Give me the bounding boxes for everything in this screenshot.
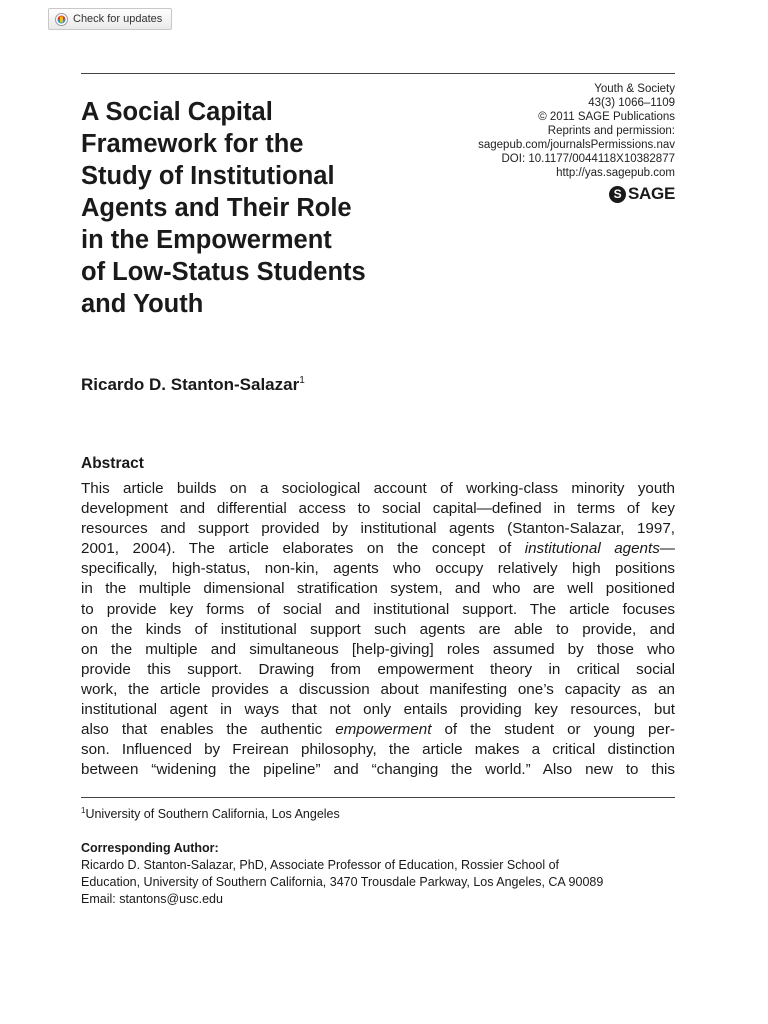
abstract-text: 2001, 2004). The article elaborates on the concept of [81, 540, 512, 558]
abstract-italic-term: empowerment [335, 721, 432, 739]
author-affiliation-mark: 1 [299, 375, 305, 386]
abstract-line [81, 539, 675, 559]
corresponding-author-email[interactable]: Email: stantons@usc.edu [81, 892, 223, 906]
doi[interactable]: DOI: 10.1177/0044118X10382877 [501, 153, 675, 165]
abstract-text: also that enables the authentic [81, 721, 323, 739]
abstract-line [81, 720, 675, 740]
abstract-line: on the multiple and simultaneous [help-giving] roles assumed by those who [81, 640, 675, 658]
author-name-text: Ricardo D. Stanton-Salazar [81, 375, 300, 394]
abstract-line: to provide key forms of social and institutional support. The article focuses [81, 600, 675, 618]
journal-name: Youth & Society [594, 83, 675, 95]
abstract-line: This article builds on a sociological account of working-class minority youth [81, 480, 675, 497]
abstract-line: between “widening the pipeline” and “changing the world.” Also new to this [81, 761, 675, 779]
copyright: © 2011 SAGE Publications [538, 111, 675, 123]
title-line: and Youth [81, 290, 204, 318]
title-line: in the Empowerment [81, 226, 332, 254]
abstract-line: on the kinds of institutional support such agents are able to provide, and [81, 620, 675, 638]
abstract-line: provide this support. Drawing from empowerment theory in critical social [81, 660, 675, 678]
check-for-updates-label: Check for updates [73, 13, 163, 25]
reprints-label: Reprints and permission: [547, 125, 675, 137]
header-divider [81, 73, 675, 74]
title-line: A Social Capital [81, 98, 273, 126]
footnote-affiliation [81, 806, 340, 821]
footnote-mark: 1 [81, 806, 86, 815]
crossmark-update-icon [55, 13, 68, 26]
corresponding-author-line: Ricardo D. Stanton-Salazar, PhD, Associate Professor of Education, Rossier School of [81, 858, 560, 872]
abstract-italic-term: institutional agents [524, 540, 660, 558]
corresponding-author [81, 840, 603, 908]
abstract-text: — [659, 540, 675, 558]
sage-logo-text: SAGE [628, 184, 675, 203]
abstract-line: son. Influenced by Freirean philosophy, the article makes a critical distinction [81, 741, 675, 759]
abstract-heading: Abstract [81, 455, 144, 472]
abstract-line: work, the article provides a discussion about manifesting one’s capacity as an [81, 680, 675, 698]
abstract-line: development and differential access to social capital—defined in terms of key [81, 500, 675, 518]
abstract-body [81, 479, 675, 780]
affiliation-text: University of Southern California, Los Angeles [85, 807, 340, 821]
sage-logo-icon: S [609, 186, 626, 203]
volume-pages: 43(3) 1066–1109 [588, 97, 675, 109]
title-line: Agents and Their Role [81, 194, 352, 222]
check-for-updates-button[interactable] [48, 8, 172, 30]
permissions-link[interactable]: sagepub.com/journalsPermissions.nav [478, 139, 675, 151]
corresponding-author-line: Education, University of Southern California, 3470 Trousdale Parkway, Los Angeles, CA 90089 [81, 875, 604, 889]
abstract-line: specifically, high-status, non-kin, agents who occupy relatively high positions [81, 560, 675, 578]
sage-logo [609, 184, 675, 204]
journal-url-link[interactable]: http://yas.sagepub.com [556, 167, 675, 179]
title-line: of Low-Status Students [81, 258, 366, 286]
abstract-line: in the multiple dimensional stratification system, and who are well positioned [81, 580, 675, 598]
corresponding-author-label: Corresponding Author: [81, 841, 219, 855]
title-line: Study of Institutional [81, 162, 335, 190]
title-line: Framework for the [81, 130, 304, 158]
journal-metadata [478, 82, 675, 180]
abstract-line: resources and support provided by institutional agents (Stanton-Salazar, 1997, [81, 520, 675, 538]
author-name [81, 375, 305, 395]
abstract-text: of the student or young per- [431, 721, 675, 739]
footnote-divider [81, 797, 675, 798]
article-title [81, 96, 441, 320]
abstract-line: institutional agent in ways that not only entails providing key resources, but [81, 701, 675, 719]
